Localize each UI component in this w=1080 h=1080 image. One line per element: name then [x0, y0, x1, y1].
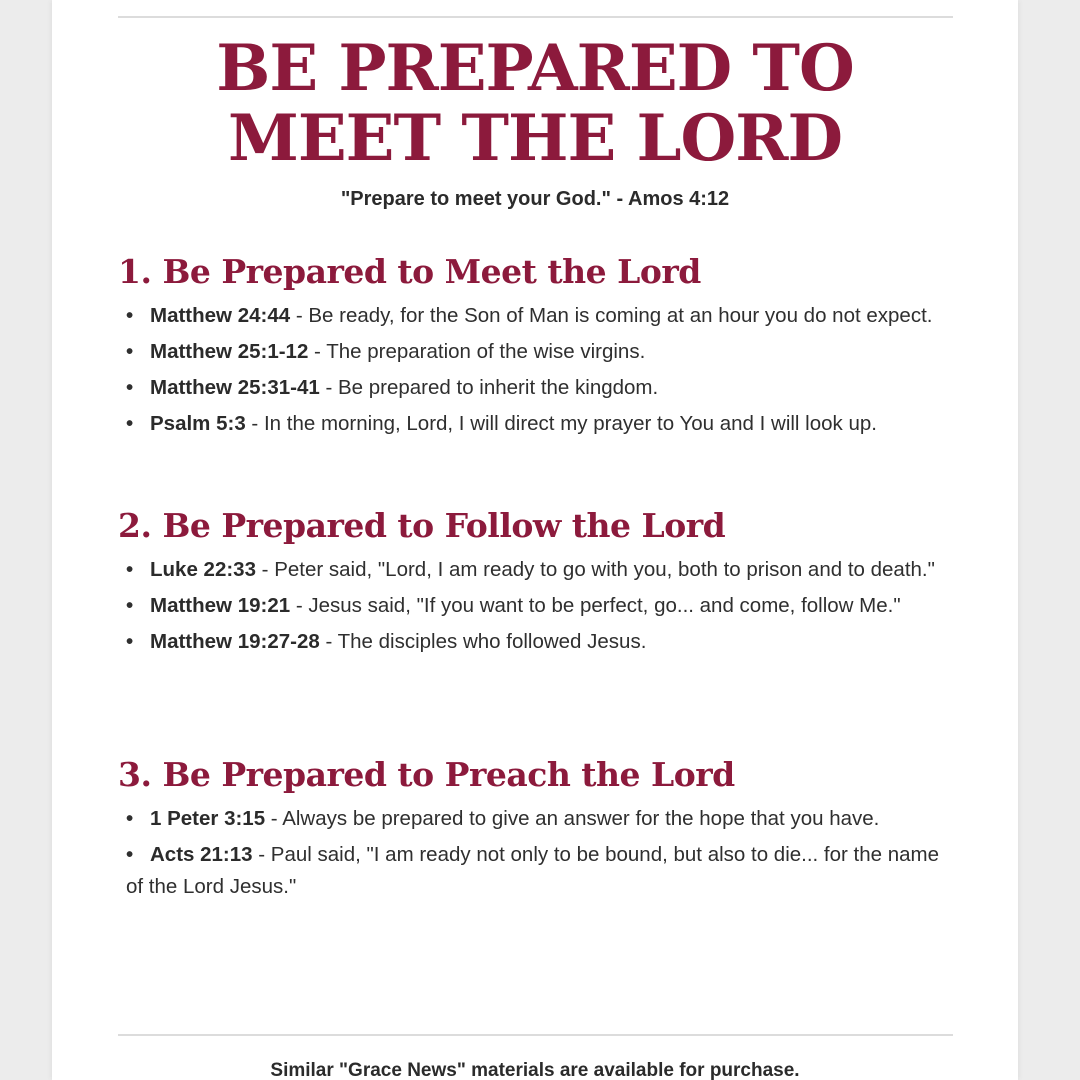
list-item: [118, 336, 953, 368]
bottom-divider: [118, 1034, 953, 1036]
verse-reference: Luke 22:33: [150, 558, 256, 581]
verse-reference: Psalm 5:3: [150, 412, 246, 435]
verse-reference: Acts 21:13: [150, 843, 253, 866]
bullet-icon: •: [126, 807, 134, 830]
bullet-icon: •: [126, 304, 134, 327]
bullet-icon: •: [126, 630, 134, 653]
verse-reference: Matthew 25:31-41: [150, 376, 320, 399]
verse-reference: Matthew 24:44: [150, 304, 291, 327]
verse-description: - In the morning, Lord, I will direct my prayer to You and I will look up.: [245, 412, 877, 435]
verse-description: - The disciples who followed Jesus.: [319, 630, 647, 653]
section-heading: 1. Be Prepared to Meet the Lord: [118, 252, 701, 291]
section-follow-the-lord: [118, 506, 953, 662]
bullet-icon: •: [126, 376, 134, 399]
verse-list: [118, 300, 953, 440]
footer-note: Similar "Grace News" materials are available for purchase.: [270, 1060, 800, 1080]
verse-description: - Always be prepared to give an answer for the hope that you have.: [265, 807, 880, 830]
section-heading: 3. Be Prepared to Preach the Lord: [118, 755, 735, 794]
verse-reference: Matthew 19:21: [150, 594, 291, 617]
list-item: [118, 408, 953, 440]
verse-description: - Jesus said, "If you want to be perfect, go... and come, follow Me.": [290, 594, 901, 617]
list-item: [118, 590, 953, 622]
top-divider: [118, 16, 953, 18]
page-title: [52, 31, 1018, 176]
verse-list: [118, 554, 953, 658]
bullet-icon: •: [126, 412, 134, 435]
title-line-1: BE PREPARED TO: [216, 31, 854, 106]
verse-reference: Matthew 25:1-12: [150, 340, 309, 363]
section-heading: 2. Be Prepared to Follow the Lord: [118, 506, 726, 545]
list-item: [118, 300, 953, 332]
bullet-icon: •: [126, 594, 134, 617]
list-item: [118, 803, 953, 835]
verse-description: - Be ready, for the Son of Man is coming at an hour you do not expect.: [290, 304, 933, 327]
bullet-icon: •: [126, 340, 134, 363]
verse-reference: 1 Peter 3:15: [150, 807, 266, 830]
verse-description: - Paul said, "I am ready not only to be bound, but also to die... for the name of the Lord Jesus.": [126, 843, 940, 898]
section-preach-the-lord: [118, 755, 953, 907]
scripture-subtitle: "Prepare to meet your God." - Amos 4:12: [340, 188, 730, 210]
document-page: [52, 0, 1018, 1080]
verse-reference: Matthew 19:27-28: [150, 630, 320, 653]
section-meet-the-lord: [118, 252, 953, 444]
list-item: [118, 554, 953, 586]
verse-description: - Be prepared to inherit the kingdom.: [319, 376, 659, 399]
verse-description: - Peter said, "Lord, I am ready to go with you, both to prison and to death.": [255, 558, 935, 581]
title-line-2: MEET THE LORD: [228, 101, 842, 176]
list-item: [118, 839, 953, 903]
bullet-icon: •: [126, 558, 134, 581]
list-item: [118, 626, 953, 658]
list-item: [118, 372, 953, 404]
bullet-icon: •: [126, 843, 134, 866]
verse-list: [118, 803, 953, 903]
verse-description: - The preparation of the wise virgins.: [308, 340, 646, 363]
